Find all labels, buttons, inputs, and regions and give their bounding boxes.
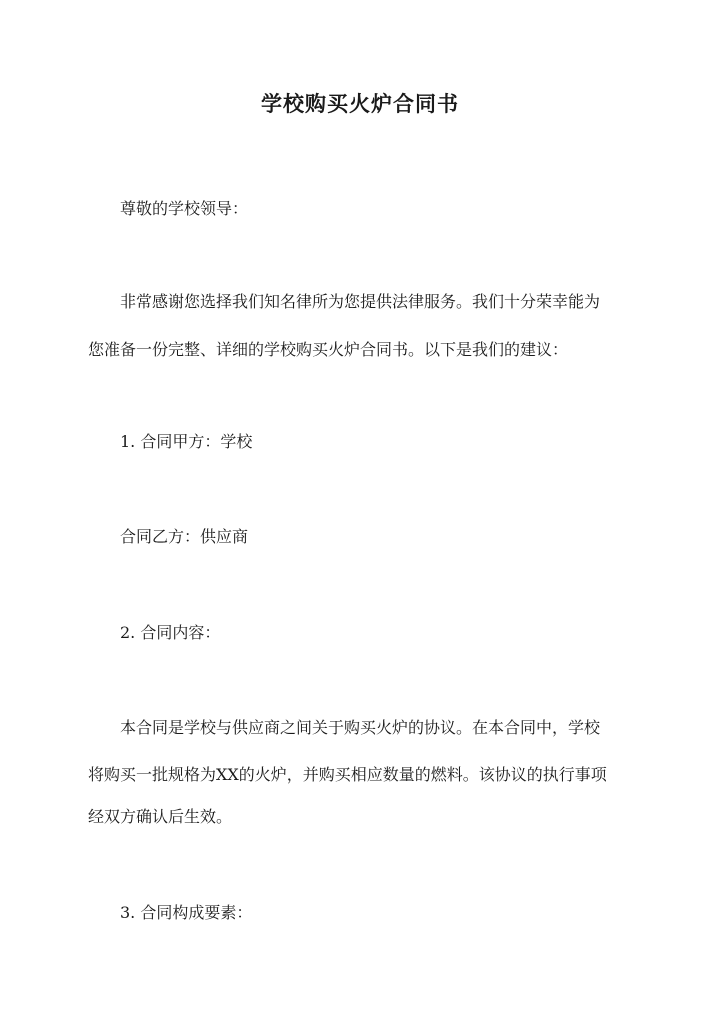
intro-line-2: 您准备一份完整、详细的学校购买火炉合同书。以下是我们的建议：: [88, 340, 569, 359]
party-a-line: 1. 合同甲方：学校: [120, 432, 253, 451]
section-2-line-2: 将购买一批规格为XX的火炉，并购买相应数量的燃料。该协议的执行事项: [88, 765, 607, 784]
intro-line-1: 非常感谢您选择我们知名律所为您提供法律服务。我们十分荣幸能为: [120, 292, 601, 311]
party-b-line: 合同乙方：供应商: [120, 527, 249, 546]
section-2-heading: 2. 合同内容：: [120, 623, 221, 642]
section-2-line-1: 本合同是学校与供应商之间关于购买火炉的协议。在本合同中，学校: [120, 718, 601, 737]
section-2-line-3: 经双方确认后生效。: [88, 807, 233, 826]
document-title: 学校购买火炉合同书: [261, 91, 459, 116]
section-3-heading: 3. 合同构成要素：: [120, 903, 253, 922]
salutation: 尊敬的学校领导：: [120, 199, 249, 218]
